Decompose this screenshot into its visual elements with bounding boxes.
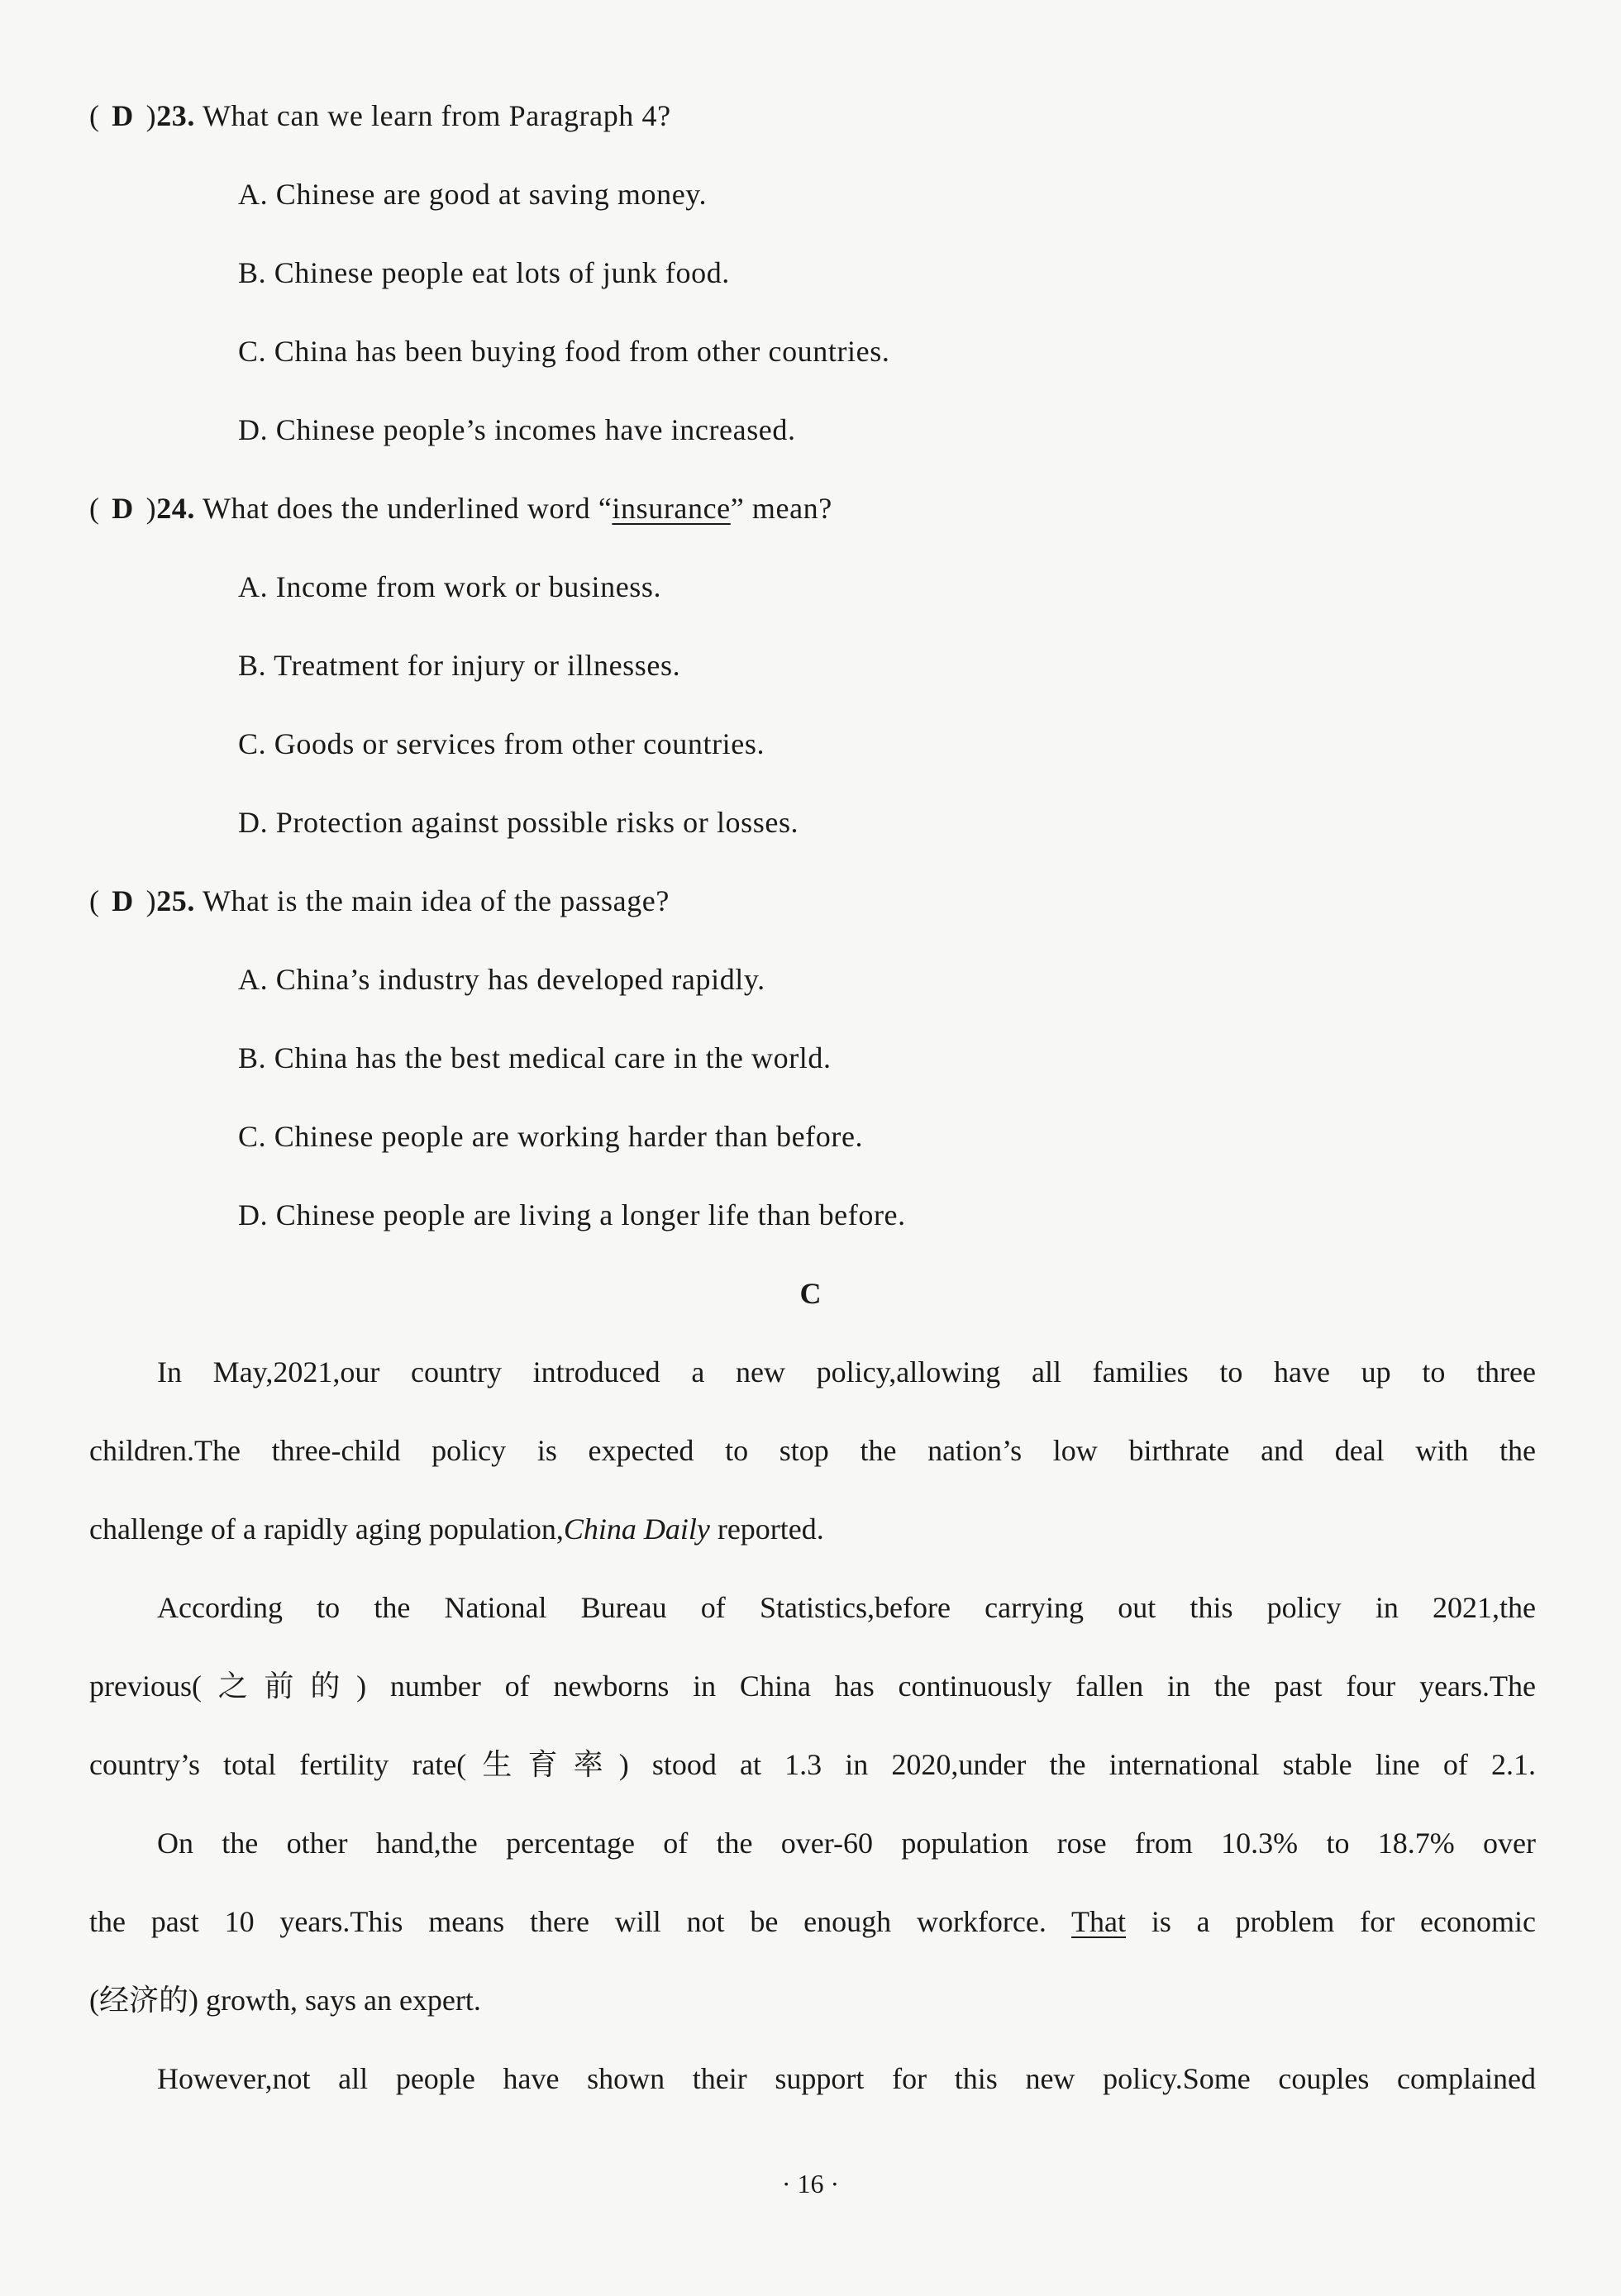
passage-p2-line3: country’s total fertility rate(生育率) stood at 1.3 in 2020,under the international stable line of 2.1. [89,1748,1536,1781]
question-text-24-after: ” mean? [730,492,832,525]
answer-23: D [112,99,134,132]
option-25-a: A. China’s industry has developed rapidly. [238,963,765,996]
question-24: ( D )24. What does the underlined word “insurance” mean? [89,492,832,525]
answer-25: D [112,884,134,917]
passage-p1-line3: challenge of a rapidly aging population,China Daily reported. [89,1512,824,1546]
question-number-24: 24. [156,492,195,525]
question-number-25: 25. [156,884,195,917]
question-text-25: What is the main idea of the passage? [202,884,670,917]
passage-p2-line2: previous(之前的) number of newborns in China has continuously fallen in the past four years.The [89,1670,1536,1703]
option-25-c: C. Chinese people are working harder than before. [238,1120,864,1153]
answer-24: D [112,492,134,525]
passage-p3-line2: the past 10 years.This means there will not be enough workforce. That is a problem for economic [89,1905,1536,1938]
underlined-word-insurance: insurance [612,492,731,525]
passage-p1-line1: In May,2021,our country introduced a new policy,allowing all families to have up to three [157,1355,1536,1389]
option-23-b: B. Chinese people eat lots of junk food. [238,256,730,289]
option-24-b: B. Treatment for injury or illnesses. [238,649,681,682]
question-text-24-before: What does the underlined word “ [202,492,613,525]
passage-p4-line1: However,not all people have shown their support for this new policy.Some couples complained [157,2062,1536,2095]
passage-p3-line3: (经济的) growth, says an expert. [89,1984,481,2017]
option-24-a: A. Income from work or business. [238,570,662,603]
option-25-b: B. China has the best medical care in the world. [238,1041,832,1074]
option-24-d: D. Protection against possible risks or losses. [238,806,799,839]
option-23-a: A. Chinese are good at saving money. [238,178,708,211]
option-23-c: C. China has been buying food from other countries. [238,335,890,368]
option-23-d: D. Chinese people’s incomes have increased. [238,413,796,446]
newspaper-name: China Daily [563,1512,710,1546]
question-23: ( D )23. What can we learn from Paragraph 4? [89,99,671,132]
underlined-word-that: That [1071,1905,1127,1938]
option-25-d: D. Chinese people are living a longer life than before. [238,1198,906,1231]
question-25: ( D )25. What is the main idea of the passage? [89,884,670,917]
option-24-c: C. Goods or services from other countries. [238,727,765,760]
passage-p3-line1: On the other hand,the percentage of the over-60 population rose from 10.3% to 18.7% over [157,1827,1536,1860]
passage-p1-line2: children.The three-child policy is expected to stop the nation’s low birthrate and deal with the [89,1434,1536,1467]
question-number-23: 23. [156,99,195,132]
passage-p2-line1: According to the National Bureau of Statistics,before carrying out this policy in 2021,the [157,1591,1536,1624]
section-heading: C [799,1277,822,1310]
question-text-23: What can we learn from Paragraph 4? [202,99,671,132]
page-number: · 16 · [781,2169,840,2198]
